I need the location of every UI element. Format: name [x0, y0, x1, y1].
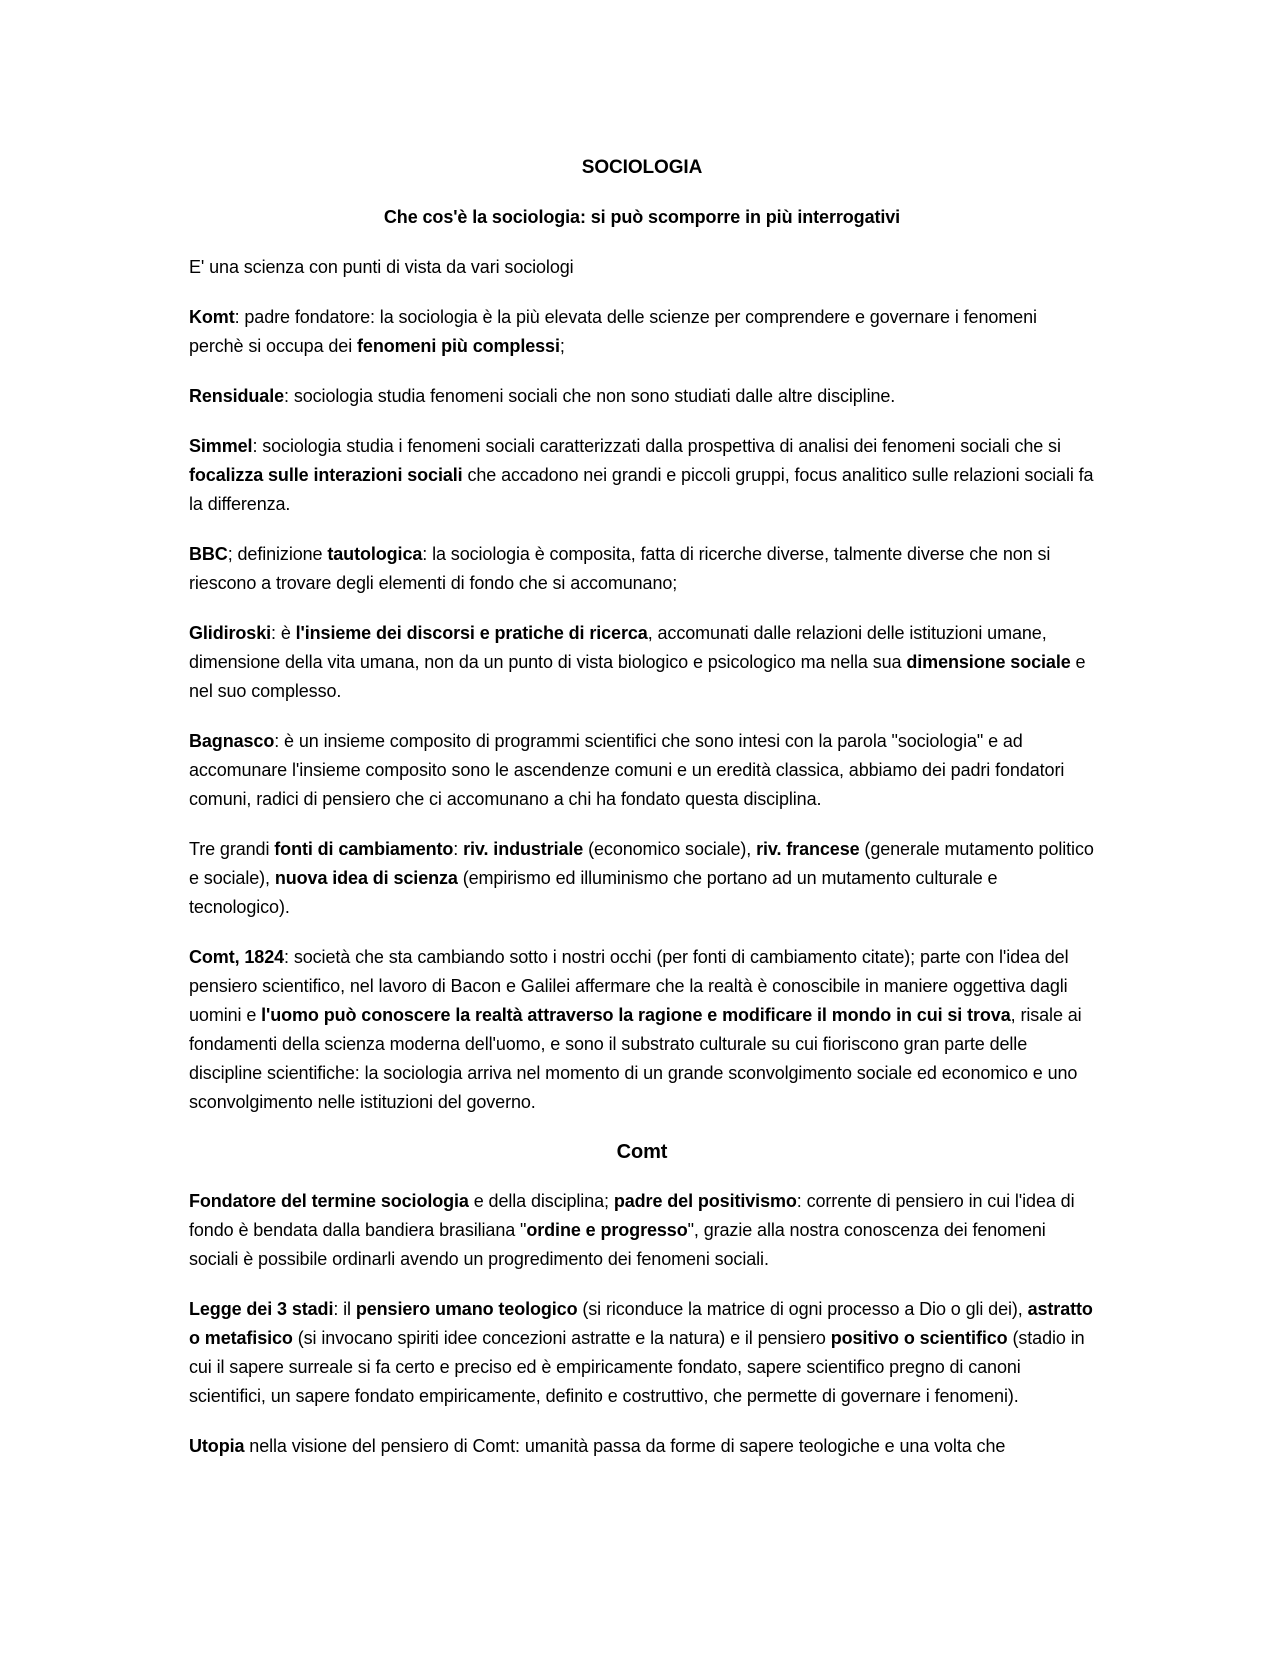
glidiroski-paragraph [189, 619, 1095, 706]
text-run: , risale ai fondamenti della scienza moderna dell'uomo, e sono il substrato culturale su cui fioriscono gran parte delle discipline scientifiche: la sociologia arriva nel momento di un grande sconvolgimento sociale ed economico e uno sconvolgimento nelle istituzioni del governo. [189, 1005, 1082, 1112]
section-heading-comt: Comt [616, 1141, 668, 1163]
text-run: : [453, 839, 464, 859]
text-run: : la sociologia è composita, fatta di ricerche diverse, talmente diverse che non si riescono a trovare degli elementi di fondo che si accomunano; [189, 544, 1051, 593]
text-run: : è [271, 623, 296, 643]
text-run: : il [333, 1299, 356, 1319]
bold-text: l'uomo può conoscere la realtà attraverso la ragione e modificare il mondo in cui si trova [261, 1005, 1011, 1025]
bold-text: nuova idea di scienza [274, 868, 458, 888]
text-run: : corrente di pensiero in cui l'idea di fondo è bendata dalla bandiera brasiliana " [189, 1191, 1075, 1240]
text-run: (economico sociale), [583, 839, 757, 859]
comt-1824-paragraph [189, 943, 1095, 1117]
text-run: e nel suo complesso. [189, 652, 1086, 701]
bold-text: Bagnasco [189, 731, 275, 751]
bold-text: padre del positivismo [613, 1191, 797, 1211]
text-run: ", grazie alla nostra conoscenza dei fenomeni sociali è possibile ordinarli avendo un progredimento dei fenomeni sociali. [189, 1220, 1046, 1269]
bold-text: focalizza sulle interazioni sociali [189, 465, 463, 485]
text-run: nella visione del pensiero di Comt: umanità passa da forme di sapere teologiche e una volta che [244, 1436, 1006, 1456]
text-run: ; definizione [227, 544, 328, 564]
text-run: (generale mutamento politico e sociale), [189, 839, 1094, 888]
bold-text: astratto o metafisico [189, 1299, 1093, 1348]
bold-text: Legge dei 3 stadi [189, 1299, 334, 1319]
bold-text: Simmel [189, 436, 253, 456]
bold-text: fonti di cambiamento [274, 839, 454, 859]
bold-text: Utopia [189, 1436, 245, 1456]
text-run: (empirismo ed illuminismo che portano ad un mutamento culturale e tecnologico). [189, 868, 998, 917]
text-run: e della disciplina; [468, 1191, 614, 1211]
bold-text: Comt, 1824 [189, 947, 285, 967]
bold-text: Rensiduale [189, 386, 285, 406]
bbc-paragraph [189, 540, 1095, 598]
text-run: : è un insieme composito di programmi scientifici che sono intesi con la parola "sociologia" e ad accomunare l'insieme composito sono le ascendenze comuni e un eredità classica, abbiamo dei padri fondatori comuni, radici di pensiero che ci accomunano a chi ha fondato questa disciplina. [189, 731, 1065, 809]
text-run: E' una scienza con punti di vista da vari sociologi [189, 257, 574, 277]
utopia-paragraph [189, 1432, 1095, 1461]
paragraphs-part1 [189, 253, 1095, 1117]
text-run: : sociologia studia i fenomeni sociali caratterizzati dalla prospettiva di analisi dei fenomeni sociali che si [252, 436, 1061, 456]
bold-text: riv. industriale [463, 839, 584, 859]
text-run: , accomunati dalle relazioni delle istituzioni umane, dimensione della vita umana, non da un punto di vista biologico e psicologico ma nella sua [189, 623, 1047, 672]
paragraphs-part2 [189, 1187, 1095, 1461]
bold-text: BBC [189, 544, 228, 564]
bold-text: Glidiroski [189, 623, 272, 643]
bold-text: Komt [189, 307, 235, 327]
bold-text: fenomeni più complessi [357, 336, 560, 356]
bold-text: tautologica [327, 544, 423, 564]
text-run: : padre fondatore: la sociologia è la più elevata delle scienze per comprendere e governare i fenomeni perchè si occupa dei [189, 307, 1037, 356]
komt-paragraph [189, 303, 1095, 361]
document-body [189, 153, 1095, 1482]
simmel-paragraph [189, 432, 1095, 519]
bold-text: Fondatore del termine sociologia [189, 1191, 469, 1211]
rensiduale-paragraph [189, 382, 1095, 411]
text-run: (si riconduce la matrice di ogni processo a Dio o gli dei), [577, 1299, 1028, 1319]
bold-text: l'insieme dei discorsi e pratiche di ricerca [295, 623, 648, 643]
text-run: (si invocano spiriti idee concezioni astratte e la natura) e il pensiero [292, 1328, 831, 1348]
text-run: : sociologia studia fenomeni sociali che non sono studiati dalle altre discipline. [284, 386, 896, 406]
bold-text: positivo o scientifico [830, 1328, 1008, 1348]
text-run: : società che sta cambiando sotto i nostri occhi (per fonti di cambiamento citate); parte con l'idea del pensiero scientifico, nel lavoro di Bacon e Galilei affermare che la realtà è conoscibile in maniere oggettiva dagli uomini e [189, 947, 1069, 1025]
document-title: SOCIOLOGIA [581, 157, 703, 178]
text-run: (stadio in cui il sapere surreale si fa certo e preciso ed è empiricamente fondato, sapere scientifico pregno di canoni scientifici, un sapere fondato empiricamente, definito e costruttivo, che permette di governare i fenomeni). [189, 1328, 1085, 1406]
legge-3-stadi-paragraph [189, 1295, 1095, 1411]
text-run: ; [559, 336, 565, 356]
intro-paragraph [189, 253, 1095, 282]
text-run: che accadono nei grandi e piccoli gruppi, focus analitico sulle relazioni sociali fa la differenza. [189, 465, 1094, 514]
bold-text: dimensione sociale [906, 652, 1071, 672]
fondatore-paragraph [189, 1187, 1095, 1274]
document-subtitle: Che cos'è la sociologia: si può scomporre in più interrogativi [383, 207, 901, 227]
bagnasco-paragraph [189, 727, 1095, 814]
text-run: Tre grandi [189, 839, 275, 859]
bold-text: pensiero umano teologico [355, 1299, 578, 1319]
fonti-paragraph [189, 835, 1095, 922]
bold-text: riv. francese [756, 839, 860, 859]
bold-text: ordine e progresso [526, 1220, 688, 1240]
